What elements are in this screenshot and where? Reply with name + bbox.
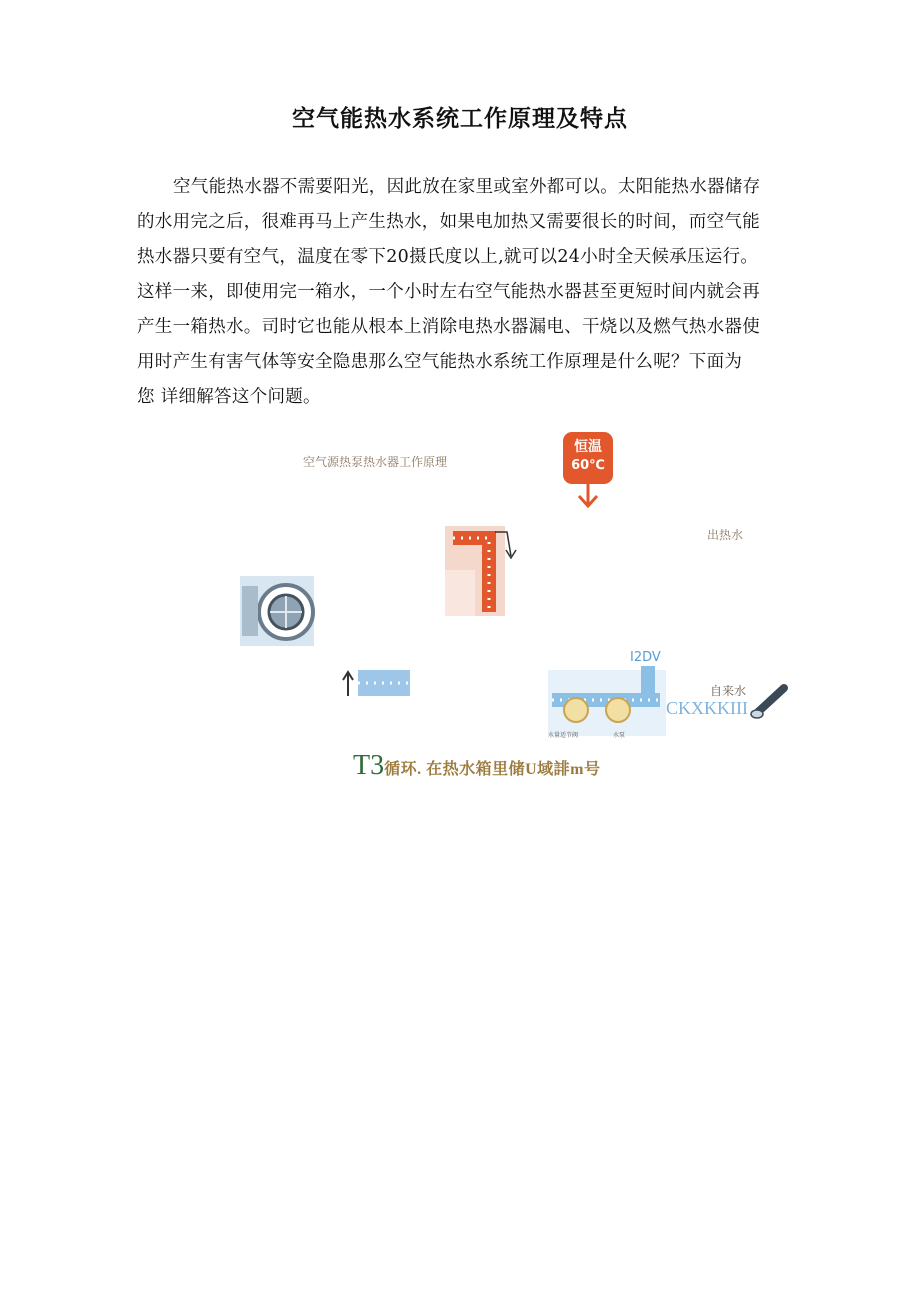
paragraph-line: 产生一箱热水。司时它也能从根本上消除电热水器漏电、干烧以及燃气热水器使 (137, 317, 760, 337)
diagram-caption (353, 750, 601, 782)
valve-label: 水量适节阀 (548, 732, 579, 739)
diagram-garbled-label: CKXKKIII (666, 698, 748, 718)
paragraph-line: 的水用完之后，很难再马上产生热水，如果电加热又需要很长的时间，而空气能 (137, 212, 760, 232)
water-inlet-hose-icon (748, 684, 788, 722)
diagram-title: 空气源热泵热水器工作原理 (303, 455, 448, 469)
page-title: 空气能热水系统工作原理及特点 (292, 106, 628, 132)
constant-temperature-badge (563, 432, 613, 484)
hot-water-out-label: 出热水 (707, 528, 744, 542)
heat-exchanger-pipe-icon (445, 526, 525, 616)
badge-label-temperature: 60℃ (571, 458, 605, 473)
paragraph-line: 这样一来，即使用完一箱水，一个小时左右空气能热水器甚至更短时间内就会再 (137, 282, 760, 302)
water-tank-pipe-icon (548, 666, 668, 738)
tap-water-in-label: 自来水 (710, 684, 747, 698)
badge-label-top: 恒温 (574, 439, 602, 455)
fan-compressor-icon (240, 572, 320, 648)
pump-label: 水泵 (613, 732, 626, 739)
paragraph-line: 您 详细解答这个问题。 (137, 387, 321, 407)
caption-prefix: T3 (353, 750, 385, 781)
intro-paragraph (137, 170, 785, 415)
paragraph-line: 热水器只要有空气，温度在零下20摄氏度以上,就可以24小时全天候承压运行。 (137, 247, 759, 267)
paragraph-line: 用时产生有害气体等安全隐患那么空气能热水系统工作原理是什么呢？下面为 (137, 352, 743, 372)
caption-text: 循环. 在热水箱里储U域誹m号 (384, 761, 601, 778)
up-arrow-pipe-icon (342, 666, 412, 700)
diagram-code-label: I2DV (630, 650, 661, 665)
paragraph-line: 空气能热水器不需要阳光，因此放在家里或室外都可以。太阳能热水器储存 (173, 177, 761, 197)
down-arrow-icon (575, 484, 605, 510)
heat-pump-diagram (230, 420, 800, 800)
